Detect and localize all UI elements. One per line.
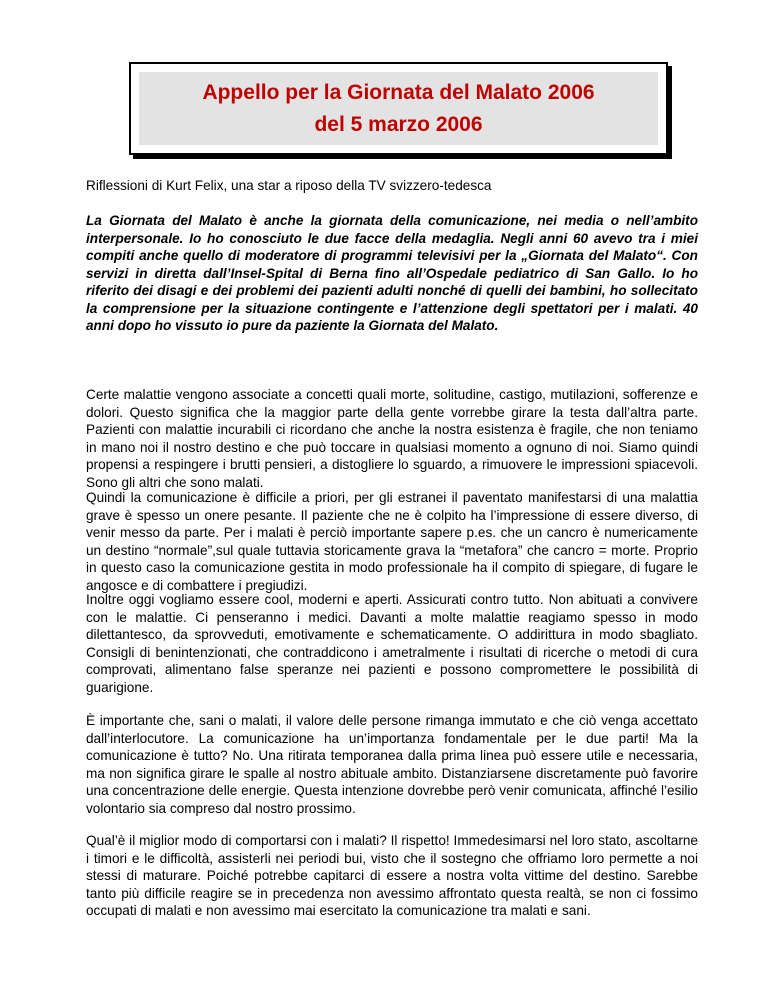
title-line-2: del 5 marzo 2006 bbox=[314, 112, 483, 136]
paragraph-1: Certe malattie vengono associate a concetti quali morte, solitudine, castigo, mutilazioni, sofferenze e dolori. Questo significa che la maggior parte della gente vorrebbe girare la testa dall’altra parte. Pazienti con malattie incurabili ci ricordano che anche la nostra esistenza è fragile, che non teniamo in mano noi il nostro destino e che può toccare in qualsiasi momento a ognuno di noi. Siamo quindi propensi a respingere i brutti pensieri, a distogliere lo sguardo, a rimuovere le impressioni spiacevoli. Sono gli altri che sono malati. bbox=[86, 387, 698, 490]
subtitle: Riflessioni di Kurt Felix, una star a riposo della TV svizzero-tedesca bbox=[86, 178, 492, 193]
paragraph-4: È importante che, sani o malati, il valore delle persone rimanga immutato e che ciò venga accettato dall’interlocutore. La comunicazione ha un’importanza fondamentale per le due parti! Ma la comunicazione è tutto? No. Una ritirata temporanea dalla prima linea può essere utile e necessaria, ma non significa girare le spalle al nostro abituale ambito. Distanziarsene discretamente può favorire una concentrazione delle energie. Questa intenzione dovrebbe però venir comunicata, affinché l’esilio volontario sia compreso dal nostro prossimo. bbox=[86, 713, 698, 816]
paragraph-3: Inoltre oggi vogliamo essere cool, moderni e aperti. Assicurati contro tutto. Non abituati a convivere con le malattie. Ci penseranno i medici. Davanti a molte malattie reagiamo spesso in modo dilettantesco, da sprovveduti, emotivamente e schematicamente. O addirittura in modo sbagliato. Consigli di benintenzionati, che contraddicono i ametralmente i risultati di ricerche o metodi di cura comprovati, alimentano false speranze nei pazienti e possono compromettere le possibilità di guarigione. bbox=[86, 592, 698, 695]
title-line-1: Appello per la Giornata del Malato 2006 bbox=[202, 80, 595, 104]
paragraph-5: Qual’è il miglior modo di comportarsi con i malati? Il rispetto! Immedesimarsi nel loro stato, ascoltarne i timori e le difficoltà, assisterli nei periodi bui, visto che il sostegno che offriamo loro permette a noi stessi di maturare. Poiché potrebbe capitarci di essere a nostra volta vittime del destino. Sarebbe tanto più difficile reagire se in precedenza non avessimo affrontato questa realtà, se non ci fossimo occupati di malati e non avessimo mai esercitato la comunicazione tra malati e sani. bbox=[86, 833, 698, 918]
title-box bbox=[129, 62, 668, 155]
intro-paragraph: La Giornata del Malato è anche la giornata della comunicazione, nei media o nell’ambito interpersonale. Io ho conosciuto le due facce della medaglia. Negli anni 60 avevo tra i miei compiti anche quello di moderatore di programmi televisivi per la „Giornata del Malato“. Con servizi in diretta dall’Insel-Spital di Berna fino all’Ospedale pediatrico di San Gallo. Io ho riferito dei disagi e dei problemi dei pazienti adulti nonché di quelli dei bambini, ho sollecitato la comprensione per la situazione contingente e l’attenzione degli spettatori per i malati. 40 anni dopo ho vissuto io pure da paziente la Giornata del Malato. bbox=[86, 213, 698, 333]
paragraph-2: Quindi la comunicazione è difficile a priori, per gli estranei il paventato manifestarsi di una malattia grave è spesso un onere pesante. Il paziente che ne è colpito ha l’impressione di essere diverso, di venir messo da parte. Per i malati è perciò importante sapere p.es. che un cancro è numericamente un destino “normale”,sul quale tuttavia storicamente grava la “metafora” che cancro = morte. Proprio in questo caso la comunicazione gestita in modo professionale ha il compito di spiegare, di fugare le angosce e di combattere i pregiudizi. bbox=[86, 490, 698, 593]
title-background bbox=[139, 72, 658, 145]
